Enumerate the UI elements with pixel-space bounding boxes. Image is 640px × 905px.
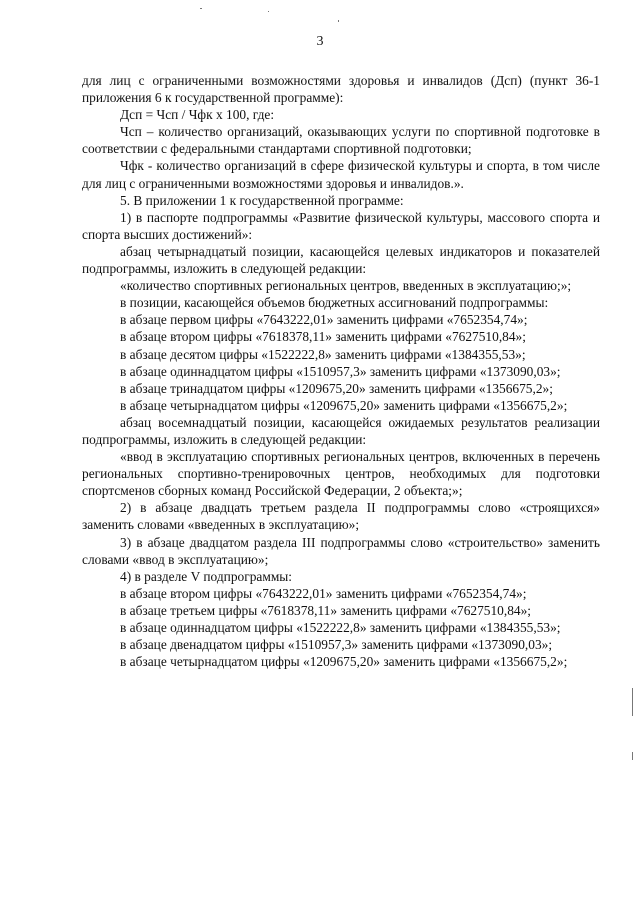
document-paragraph: Дсп = Чсп / Чфк х 100, где: xyxy=(120,107,275,123)
document-paragraph: в абзаце одиннадцатом цифры «1510957,3» заменить цифрами «1373090,03»; xyxy=(120,363,561,379)
document-paragraph: в абзаце третьем цифры «7618378,11» заменить цифрами «7627510,84»; xyxy=(120,602,532,618)
document-paragraph: абзац восемнадцатый позиции, касающейся ожидаемых результатов реализации подпрограммы, изложить в следующей редакции: xyxy=(82,414,600,447)
document-paragraph: в абзаце десятом цифры «1522222,8» заменить цифрами «1384355,53»; xyxy=(120,346,526,362)
page-number: 3 xyxy=(316,34,324,49)
document-paragraph: в абзаце тринадцатом цифры «1209675,20» заменить цифрами «1356675,2»; xyxy=(120,380,553,396)
document-paragraph: в абзаце первом цифры «7643222,01» заменить цифрами «7652354,74»; xyxy=(120,312,528,328)
document-paragraph: в позиции, касающейся объемов бюджетных ассигнований подпрограммы: xyxy=(120,295,549,311)
document-body xyxy=(82,72,600,670)
document-paragraph: 1) в паспорте подпрограммы «Развитие физической культуры, массового спорта и спорта высших достижений»: xyxy=(82,209,600,242)
document-paragraph: в абзаце четырнадцатом цифры «1209675,20» заменить цифрами «1356675,2»; xyxy=(120,654,568,670)
document-paragraph: для лиц с ограниченными возможностями здоровья и инвалидов (Дсп) (пункт 36-1 приложения 6 к государственной программе): xyxy=(82,73,600,106)
scan-edge-mark xyxy=(632,688,633,716)
document-paragraph: в абзаце двенадцатом цифры «1510957,3» заменить цифрами «1373090,03»; xyxy=(120,637,553,653)
document-paragraph: в абзаце втором цифры «7618378,11» заменить цифрами «7627510,84»; xyxy=(120,329,526,345)
document-paragraph: в абзаце втором цифры «7643222,01» заменить цифрами «7652354,74»; xyxy=(120,585,527,601)
document-paragraph: абзац четырнадцатый позиции, касающейся целевых индикаторов и показателей подпрограммы, изложить в следующей редакции: xyxy=(82,243,600,277)
document-paragraph: «количество спортивных региональных центров, введенных в эксплуатацию;»; xyxy=(120,278,572,294)
document-paragraph: в абзаце одиннадцатом цифры «1522222,8» заменить цифрами «1384355,53»; xyxy=(120,620,561,635)
document-paragraph: «ввод в эксплуатацию спортивных региональных центров, включенных в перечень региональных спортивно-тренировочных центров, необходимых для подготовки спортсменов сборных команд Российской Федерации, 2 объекта;»; xyxy=(82,449,600,499)
document-paragraph: Чфк - количество организаций в сфере физической культуры и спорта, в том числе для лиц с ограниченными возможностями здоровья и инвалидов.». xyxy=(82,158,600,191)
scan-edge-mark xyxy=(632,752,633,760)
document-paragraph: 2) в абзаце двадцать третьем раздела II подпрограммы слово «строящихся» заменить словами «введенных в эксплуатацию»; xyxy=(82,500,600,533)
scan-speck xyxy=(268,11,269,12)
document-paragraph: 5. В приложении 1 к государственной программе: xyxy=(120,192,404,208)
document-paragraph: Чсп – количество организаций, оказывающих услуги по спортивной подготовке в соответствии с федеральными стандартами спортивной подготовки; xyxy=(82,124,600,157)
document-paragraph: 3) в абзаце двадцатом раздела III подпрограммы слово «строительство» заменить словами «ввод в эксплуатацию»; xyxy=(82,534,600,567)
document-paragraph: 4) в разделе V подпрограммы: xyxy=(120,568,293,584)
document-paragraph: в абзаце четырнадцатом цифры «1209675,20» заменить цифрами «1356675,2»; xyxy=(120,397,568,413)
scan-speck xyxy=(200,8,202,9)
scan-speck xyxy=(338,20,339,22)
